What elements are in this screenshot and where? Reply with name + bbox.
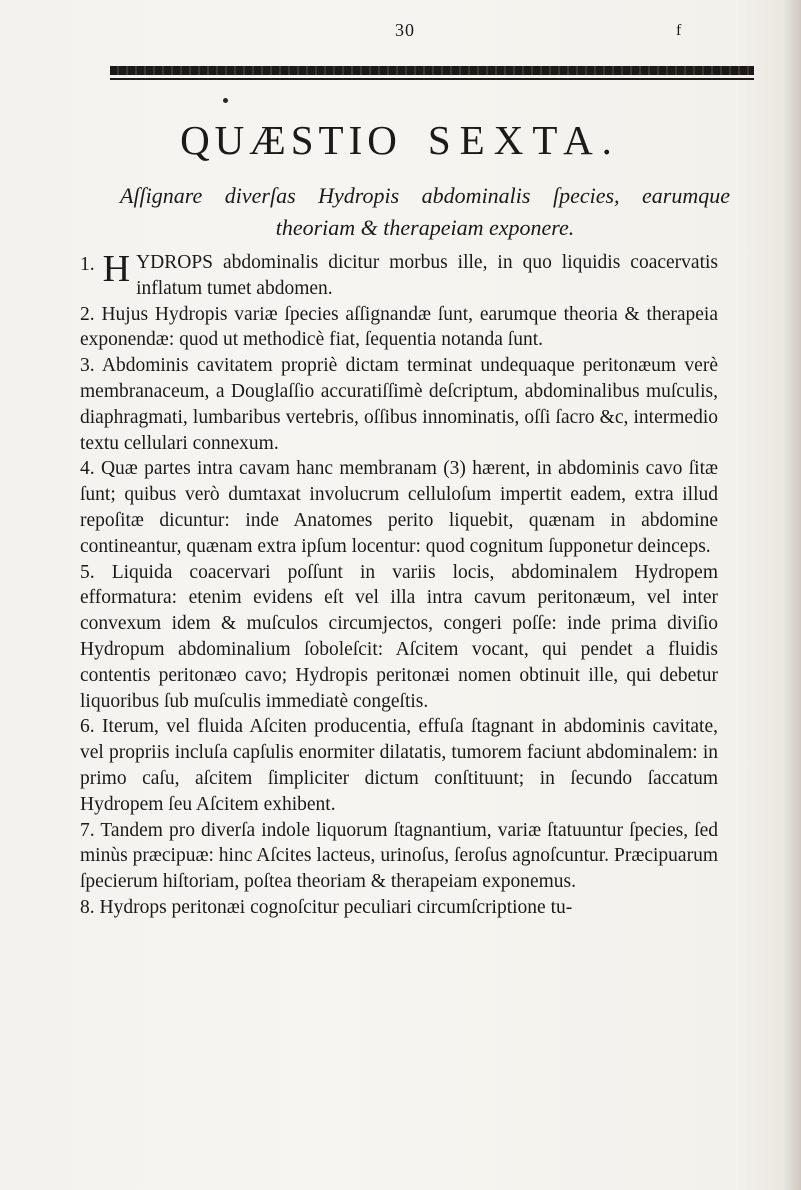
chapter-subtitle: Aſſignare diverſas Hydropis abdominalis ſpecies, earumque theoriam & therapeiam exponere. bbox=[120, 183, 730, 240]
paragraph-7 bbox=[80, 818, 718, 895]
paragraph-number: 1. bbox=[80, 254, 95, 275]
paragraph-text: YDROPS abdominalis dicitur morbus ille, in quo liquidis coacervatis inflatum tumet abdomen. bbox=[136, 252, 718, 299]
paragraph-number: 2. bbox=[80, 303, 95, 325]
chapter-title-word-1: QUÆSTIO bbox=[180, 117, 402, 163]
paragraph-text: Iterum, vel fluida Aſciten producentia, effuſa ſtagnant in abdominis cavitate, vel propriis incluſa capſulis enormiter dilatatis, tumorem faciunt abdominalem: in primo caſu, aſcitem ſimpliciter dictum conſtituunt; in ſecundo ſaccatum Hydropem ſeu Aſcitem exhibent. bbox=[80, 716, 718, 815]
paragraph-number: 7. bbox=[80, 819, 95, 841]
corner-mark: f bbox=[676, 22, 682, 39]
paragraph-number: 3. bbox=[80, 355, 95, 377]
ornamental-rule bbox=[110, 66, 754, 82]
page-spine-shadow bbox=[783, 0, 801, 1190]
paragraph-2 bbox=[80, 302, 718, 354]
paragraph-number: 8. bbox=[80, 896, 95, 918]
page-number: 30 bbox=[395, 20, 415, 40]
paragraph-8 bbox=[80, 895, 718, 921]
paragraph-text: Abdominis cavitatem propriè dictam terminat undequaque peritonæum verè membranaceum, a Douglaſſio accuratiſſimè deſcriptum, abdominalibus muſculis, diaphragmati, lumbaribus vertebris, oſſibus innominatis, oſſi ſacro &c, intermedio textu cellulari connexum. bbox=[80, 355, 718, 454]
ink-dot bbox=[223, 98, 228, 103]
ornamental-rule-thick bbox=[110, 66, 754, 75]
paragraph-number: 6. bbox=[80, 716, 95, 738]
paragraph-text: Tandem pro diverſa indole liquorum ſtagnantium, variæ ſtatuuntur ſpecies, ſed minùs præcipuæ: hinc Aſcites lacteus, urinoſus, ſeroſus agnoſcuntur. Præcipuarum ſpecierum hiſtoriam, poſtea theoriam & therapeiam exponemus. bbox=[80, 819, 718, 893]
paragraph-3 bbox=[80, 353, 718, 456]
paragraph-text: Liquida coacervari poſſunt in variis locis, abdominalem Hydropem efformatura: etenim evidens eſt vel illa intra cavum peritonæum, vel inter convexum idem & muſculos circumjectos, congeri poſſe: inde prima diviſio Hydropum abdominalium ſoboleſcit: Aſcitem vocant, qui pendet a fluidis contentis peritonæo cavo; Hydropis peritonæi nomen obtinuit ille, qui debetur liquoribus ſub muſculis immediatè congeſtis. bbox=[80, 561, 718, 712]
paragraph-number: 4. bbox=[80, 458, 95, 480]
paragraph-text: Quæ partes intra cavam hanc membranam (3) hærent, in abdominis cavo ſitæ ſunt; quibus verò dumtaxat involucrum celluloſum impertit eadem, extra illud repoſitæ dicuntur: inde Anatomes perito liquebit, quænam in abdomine contineantur, quænam extra ipſum locentur: quod cognitum ſupponetur deinceps. bbox=[80, 458, 718, 557]
chapter-title-word-2: SEXTA. bbox=[427, 117, 621, 163]
drop-cap: H bbox=[102, 248, 131, 290]
paragraph-6 bbox=[80, 714, 718, 817]
paragraph-text: Hydrops peritonæi cognoſcitur peculiari circumſcriptione tu- bbox=[99, 896, 573, 918]
body-text bbox=[80, 250, 718, 921]
paragraph-number: 5. bbox=[80, 561, 95, 583]
ornamental-rule-thin bbox=[110, 78, 754, 80]
paragraph-1 bbox=[80, 250, 718, 302]
paragraph-5 bbox=[80, 560, 718, 715]
paragraph-4 bbox=[80, 456, 718, 559]
chapter-title bbox=[0, 116, 801, 164]
paragraph-text: Hujus Hydropis variæ ſpecies aſſignandæ ſunt, earumque theoria & therapeia exponendæ: quod ut methodicè fiat, ſequentia notanda ſunt. bbox=[80, 303, 719, 351]
